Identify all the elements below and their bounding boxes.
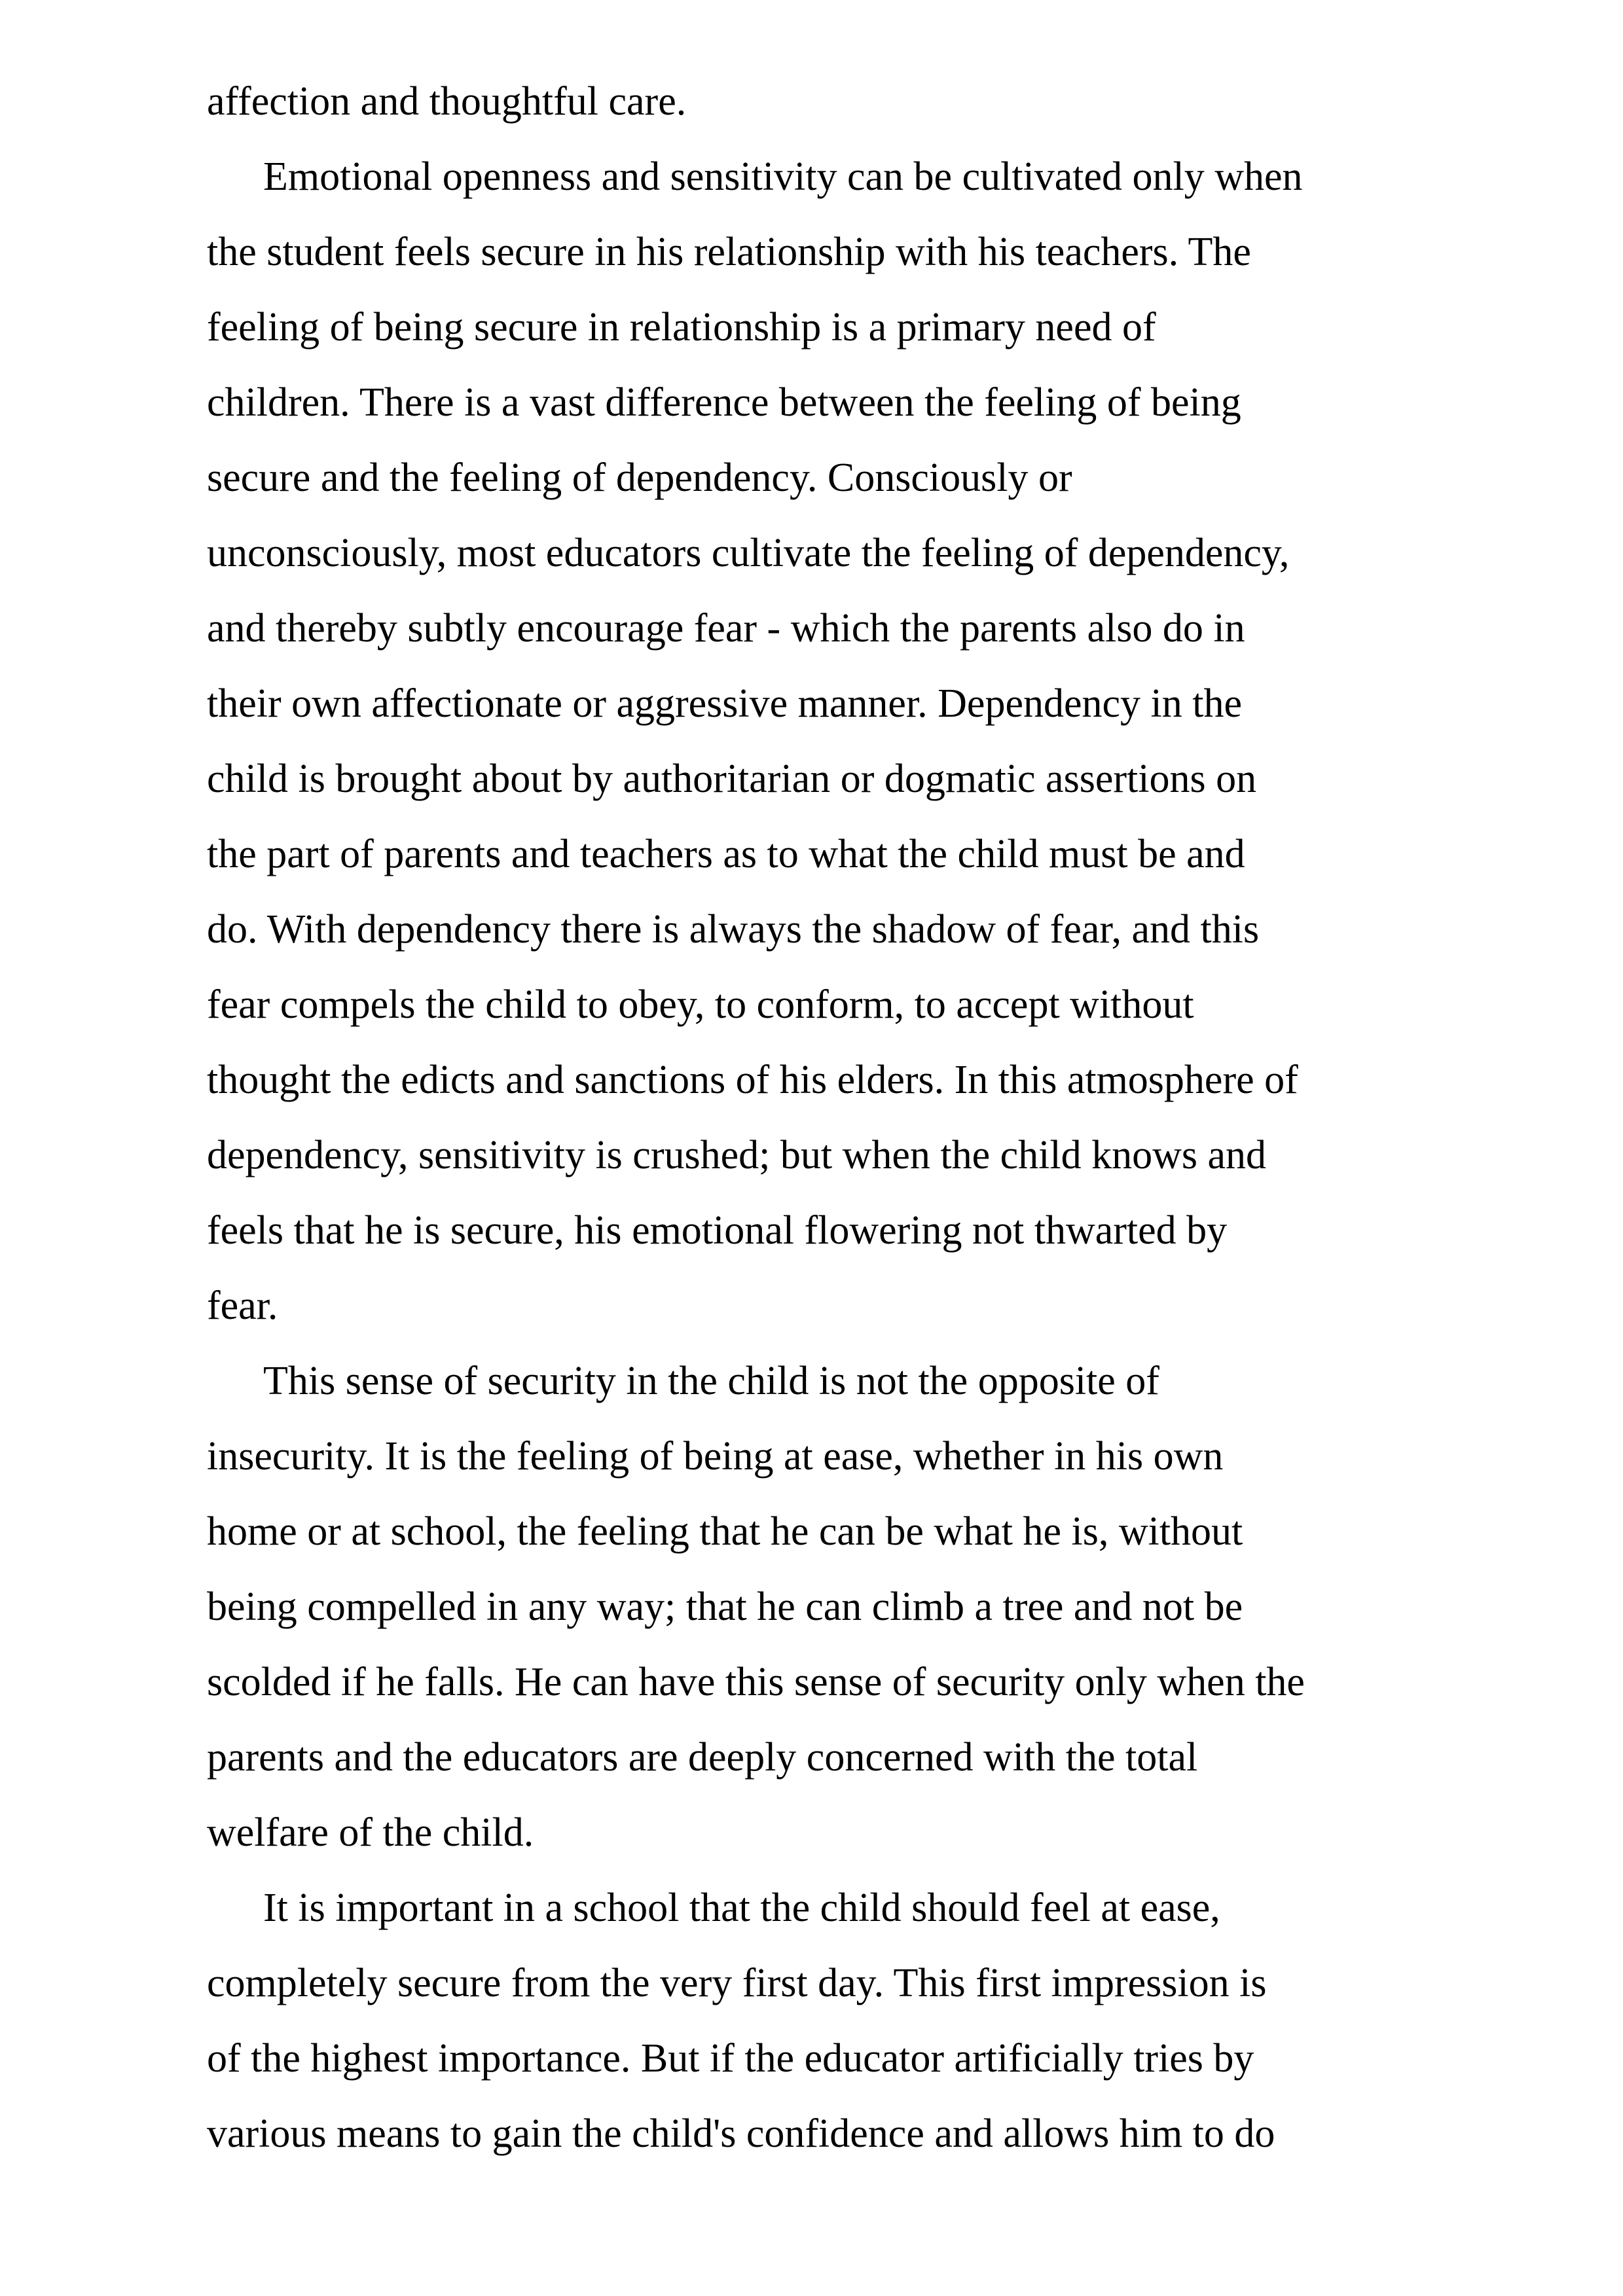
text-line: scolded if he falls. He can have this sense of security only when the xyxy=(207,1660,1305,1704)
text-line: secure and the feeling of dependency. Consciously or xyxy=(207,456,1072,500)
text-line: fear. xyxy=(207,1283,278,1328)
text-line: thought the edicts and sanctions of his elders. In this atmosphere of xyxy=(207,1058,1298,1102)
text-line: being compelled in any way; that he can climb a tree and not be xyxy=(207,1585,1243,1629)
text-line: child is brought about by authoritarian or dogmatic assertions on xyxy=(207,757,1257,801)
text-line: various means to gain the child's confidence and allows him to do xyxy=(207,2111,1275,2156)
text-line: feeling of being secure in relationship is a primary need of xyxy=(207,305,1156,350)
text-line: of the highest importance. But if the educator artificially tries by xyxy=(207,2036,1254,2081)
text-line: dependency, sensitivity is crushed; but when the child knows and xyxy=(207,1133,1266,1177)
body-text xyxy=(207,64,1425,2172)
text-line: unconsciously, most educators cultivate the feeling of dependency, xyxy=(207,531,1290,575)
text-line: their own affectionate or aggressive manner. Dependency in the xyxy=(207,681,1242,726)
text-line: affection and thoughtful care. xyxy=(207,79,687,124)
text-line: feels that he is secure, his emotional flowering not thwarted by xyxy=(207,1208,1228,1253)
text-line: fear compels the child to obey, to conform, to accept without xyxy=(207,982,1194,1027)
text-line: parents and the educators are deeply concerned with the total xyxy=(207,1735,1198,1780)
text-line: insecurity. It is the feeling of being at ease, whether in his own xyxy=(207,1434,1224,1479)
text-line: completely secure from the very first day. This first impression is xyxy=(207,1961,1267,2005)
text-line: the student feels secure in his relationship with his teachers. The xyxy=(207,230,1251,274)
text-line: do. With dependency there is always the shadow of fear, and this xyxy=(207,907,1260,952)
paragraph-first-line: Emotional openness and sensitivity can be cultivated only when xyxy=(263,154,1303,199)
text-line: children. There is a vast difference between the feeling of being xyxy=(207,380,1241,425)
text-line: home or at school, the feeling that he can be what he is, without xyxy=(207,1509,1243,1554)
text-line: and thereby subtly encourage fear - which the parents also do in xyxy=(207,606,1245,651)
text-line: the part of parents and teachers as to what the child must be and xyxy=(207,832,1245,876)
text-line: welfare of the child. xyxy=(207,1810,534,1855)
paragraph-first-line: This sense of security in the child is not the opposite of xyxy=(263,1359,1159,1403)
paragraph-first-line: It is important in a school that the child should feel at ease, xyxy=(263,1886,1220,1930)
